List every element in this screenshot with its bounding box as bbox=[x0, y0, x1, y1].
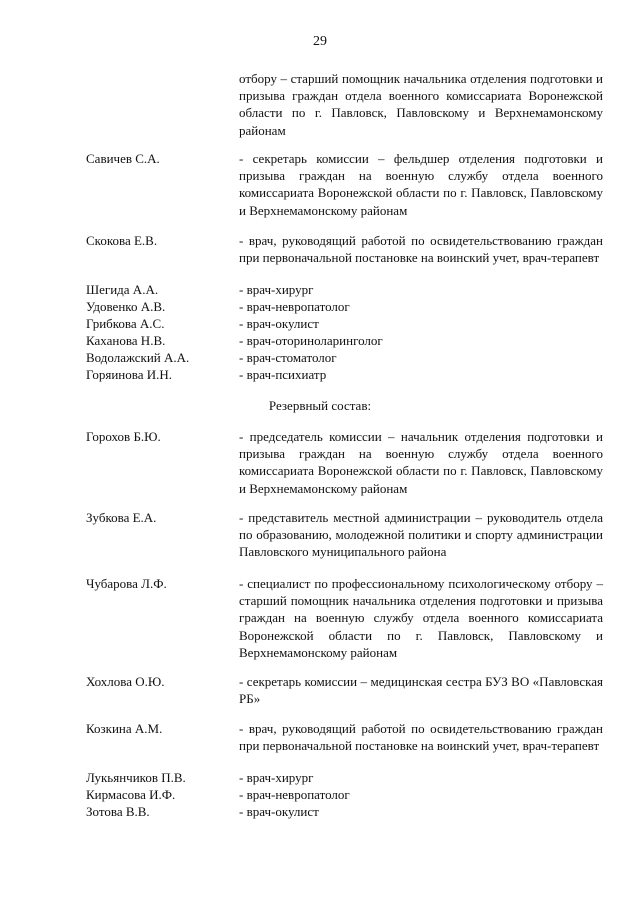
member-name: Лукьянчиков П.В. bbox=[86, 770, 186, 785]
member-name: Кирмасова И.Ф. bbox=[86, 787, 176, 802]
member-role: - врач-стоматолог bbox=[239, 350, 337, 365]
member-role: - врач-оториноларинголог bbox=[239, 333, 383, 348]
member-role: - специалист по профессиональному психологическому отбору – старший помощник начальника отделения подготовки и призыва граждан на военную службу отдела военного комиссариата Воронежской области по г. Павловск, Павловскому и Верхнемамонскому районам bbox=[239, 576, 603, 660]
member-role: - врач-невропатолог bbox=[239, 299, 350, 314]
member-role: - секретарь комиссии – фельдшер отделения подготовки и призыва граждан на военную службу отдела военного комиссариата Воронежской области по г. Павловск, Павловскому и Верхнемамонскому районам bbox=[239, 151, 603, 218]
member-name: Водолажский А.А. bbox=[86, 350, 190, 365]
member-role: - врач, руководящий работой по освидетельствованию граждан при первоначальной постановке на воинский учет, врач-терапевт bbox=[239, 233, 603, 266]
member-name: Шегида А.А. bbox=[86, 282, 159, 297]
member-role: - врач-невропатолог bbox=[239, 787, 350, 802]
member-role: - врач-хирург bbox=[239, 770, 314, 785]
member-name: Козкина А.М. bbox=[86, 721, 163, 736]
member-role: - врач-окулист bbox=[239, 804, 319, 819]
member-name: Чубарова Л.Ф. bbox=[86, 576, 167, 591]
member-name: Зубкова Е.А. bbox=[86, 510, 157, 525]
member-name: Грибкова А.С. bbox=[86, 316, 165, 331]
member-role: - секретарь комиссии – медицинская сестра БУЗ ВО «Павловская РБ» bbox=[239, 674, 603, 707]
member-name: Савичев С.А. bbox=[86, 151, 160, 166]
member-role: - врач-окулист bbox=[239, 316, 319, 331]
member-role: - врач, руководящий работой по освидетельствованию граждан при первоначальной постановке на воинский учет, врач-терапевт bbox=[239, 721, 603, 754]
member-name: Горяинова И.Н. bbox=[86, 367, 173, 382]
member-name: Каханова Н.В. bbox=[86, 333, 166, 348]
member-name: Скокова Е.В. bbox=[86, 233, 158, 248]
reserve-heading: Резервный состав: bbox=[268, 398, 372, 413]
member-name: Горохов Б.Ю. bbox=[86, 429, 161, 444]
continuation-text: отбору – старший помощник начальника отделения подготовки и призыва граждан отдела военного комиссариата Воронежской области по г. Павловск, Павловскому и Верхнемамонскому районам bbox=[239, 71, 603, 138]
member-name: Хохлова О.Ю. bbox=[86, 674, 165, 689]
member-role: - врач-психиатр bbox=[239, 367, 327, 382]
member-role: - врач-хирург bbox=[239, 282, 314, 297]
member-role: - представитель местной администрации – руководитель отдела по образованию, молодежной политики и спорту администрации Павловского муниципального района bbox=[239, 510, 603, 560]
member-name: Удовенко А.В. bbox=[86, 299, 166, 314]
member-name: Зотова В.В. bbox=[86, 804, 150, 819]
member-role: - председатель комиссии – начальник отделения подготовки и призыва граждан на военную службу отдела военного комиссариата Воронежской области по г. Павловск, Павловскому и Верхнемамонскому районам bbox=[239, 429, 603, 496]
page-number: 29 bbox=[313, 34, 327, 49]
